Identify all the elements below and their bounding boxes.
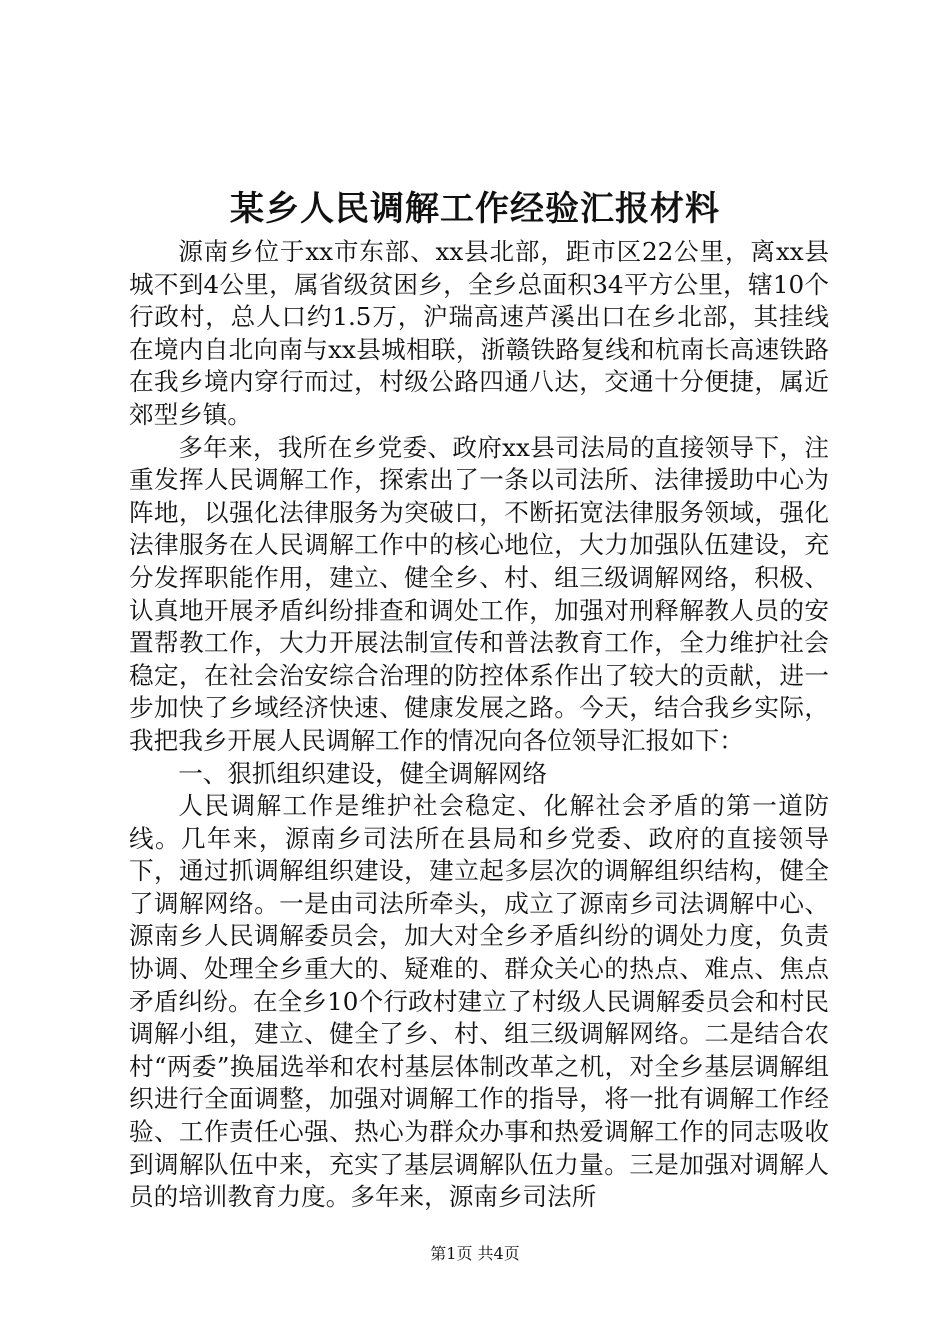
document-body (129, 236, 829, 1214)
paragraph-overview: 多年来，我所在乡党委、政府xx县司法局的直接领导下，注重发挥人民调解工作，探索出了一条以司法所、法律援助中心为阵地，以强化法律服务为突破口，不断拓宽法律服务领域，强化法律服务在人民调解工作中的核心地位，大力加强队伍建设，充分发挥职能作用，建立、健全乡、村、组三级调解网络，积极、认真地开展矛盾纠纷排查和调处工作，加强对刑释解教人员的安置帮教工作，大力开展法制宣传和普法教育工作，全力维护社会稳定，在社会治安综合治理的防控体系作出了较大的贡献，进一步加快了乡域经济快速、健康发展之路。今天，结合我乡实际，我把我乡开展人民调解工作的情况向各位领导汇报如下： (129, 432, 829, 755)
page-number-footer: 第1页 共4页 (430, 1244, 520, 1263)
document-title: 某乡人民调解工作经验汇报材料 (230, 189, 720, 229)
paragraph-intro: 源南乡位于xx市东部、xx县北部，距市区22公里，离xx县城不到4公里，属省级贫困乡，全乡总面积34平方公里，辖10个行政村，总人口约1.5万，沪瑞高速芦溪出口在乡北部，其挂线在境内自北向南与xx县城相联，浙赣铁路复线和杭南长高速铁路在我乡境内穿行而过，村级公路四通八达，交通十分便捷，属近郊型乡镇。 (129, 237, 829, 429)
section-heading-1: 一、狠抓组织建设，健全调解网络 (178, 758, 548, 788)
paragraph-section-1: 人民调解工作是维护社会稳定、化解社会矛盾的第一道防线。几年来，源南乡司法所在县局和乡党委、政府的直接领导下，通过抓调解组织建设，建立起多层次的调解组织结构，健全了调解网络。一是由司法所牵头，成立了源南乡司法调解中心、源南乡人民调解委员会，加大对全乡矛盾纠纷的调处力度，负责协调、处理全乡重大的、疑难的、群众关心的热点、难点、焦点矛盾纠纷。在全乡10个行政村建立了村级人民调解委员会和村民调解小组，建立、健全了乡、村、组三级调解网络。二是结合农村“两委”换届选举和农村基层体制改革之机，对全乡基层调解组织进行全面调整，加强对调解工作的指导，将一批有调解工作经验、工作责任心强、热心为群众办事和热爱调解工作的同志吸收到调解队伍中来，充实了基层调解队伍力量。三是加强对调解人员的培训教育力度。多年来，源南乡司法所 (129, 791, 829, 1212)
